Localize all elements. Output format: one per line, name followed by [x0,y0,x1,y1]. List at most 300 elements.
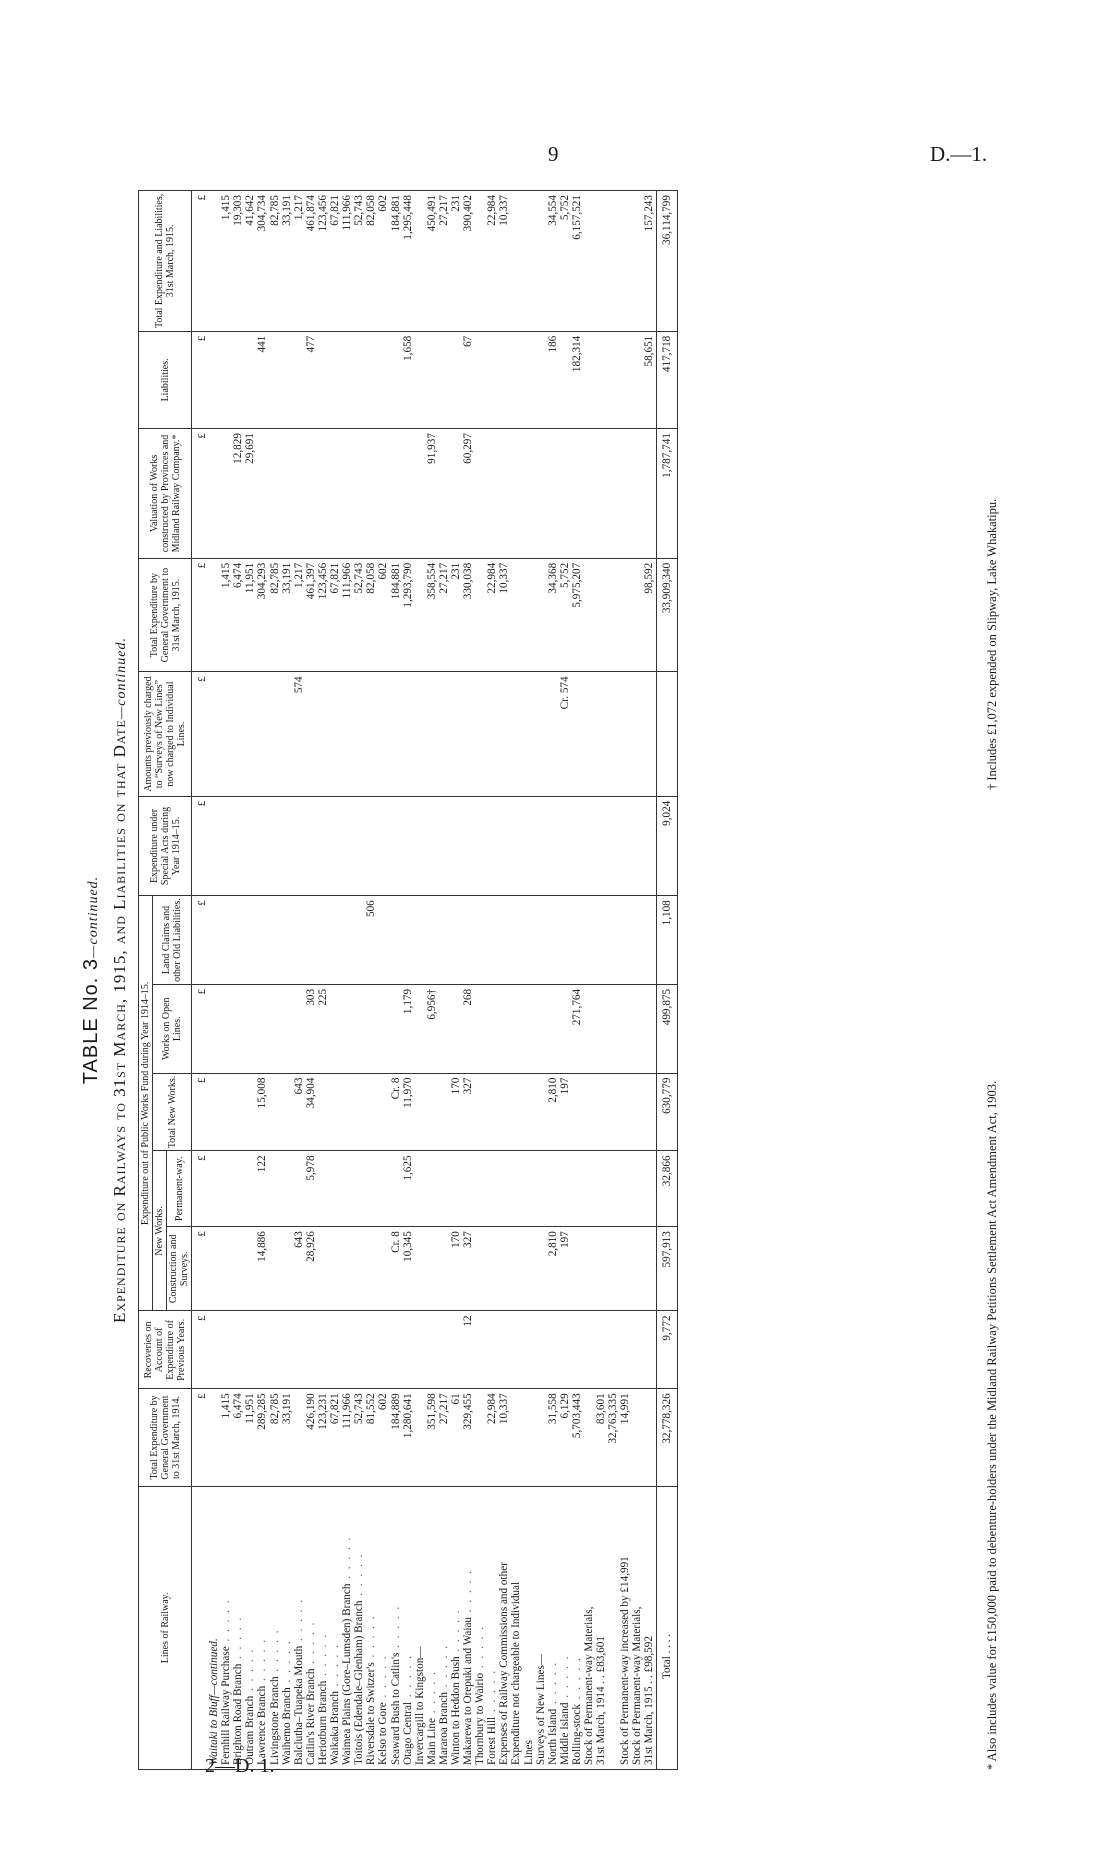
table-row [317,191,329,1770]
row-cell [619,429,631,559]
row-cell [583,1389,595,1486]
row-cell [474,429,486,559]
row-cell [547,429,559,559]
row-cell [619,331,631,428]
row-cell [547,796,559,895]
row-cell [535,331,547,428]
row-cell [220,1311,232,1389]
row-cell [535,896,547,985]
row-cell [607,796,619,895]
total-row [656,191,677,1770]
total-cell: 630,779 [656,1073,677,1151]
row-cell [450,896,462,985]
row-cell [547,1311,559,1389]
row-cell: 184,881 [390,191,402,332]
header-new-works: New Works. [153,1151,167,1311]
row-cell: 5,975,207 [571,558,583,672]
row-cell [595,1151,607,1227]
row-cell [329,1073,341,1151]
row-cell: 643 [293,1227,305,1311]
table-subtitle-main: Expenditure on Railways to 31st March, 1915, and Liabilities on that Date [110,719,129,1323]
table-row [341,191,353,1770]
row-cell [450,796,462,895]
row-cell [474,796,486,895]
row-cell [256,796,268,895]
row-cell [498,1227,510,1311]
row-cell [317,331,329,428]
unit-cell: £ [192,896,209,985]
row-cell [365,796,377,895]
row-cell: 461,397 [305,558,317,672]
row-cell [208,896,220,985]
table-row [607,191,619,1770]
unit-cell: £ [192,672,209,796]
row-cell [486,429,498,559]
row-cell [523,672,535,796]
header-public-works: Expenditure out of Public Works Fund during Year 1914–15. [139,896,153,1311]
row-cell [510,1311,522,1389]
row-cell [619,558,631,672]
row-cell: 52,743 [353,191,365,332]
row-cell: 82,785 [269,558,281,672]
row-cell: 11,951 [244,1389,256,1486]
row-label: Outram Branch . . . . . [244,1486,256,1769]
table-row [631,191,643,1770]
row-cell [438,672,450,796]
row-cell [426,672,438,796]
row-cell [547,984,559,1073]
row-cell [631,672,643,796]
row-cell [643,1073,656,1151]
row-cell [462,896,474,985]
table-row [220,191,232,1770]
header-permanent-way: Permanent-way. [167,1151,192,1227]
row-cell [220,1151,232,1227]
row-cell [510,896,522,985]
row-cell [595,1073,607,1151]
row-cell: Cr. 8 [390,1227,402,1311]
row-cell [643,796,656,895]
row-cell: 98,592 [643,558,656,672]
row-cell: 643 [293,1073,305,1151]
row-cell [329,331,341,428]
row-cell [535,429,547,559]
row-cell [631,331,643,428]
table-row [462,191,474,1770]
row-label-text: Livingstone Branch [268,1676,281,1765]
row-cell [486,1151,498,1227]
row-cell [607,191,619,332]
row-cell [474,896,486,985]
row-cell [535,558,547,672]
row-label-text: Toitois (Edendale–Glenham) Branch [353,1600,366,1765]
row-cell [269,1227,281,1311]
table-row [305,191,317,1770]
row-cell [317,796,329,895]
row-cell: 14,886 [256,1227,268,1311]
row-cell [377,1227,389,1311]
row-cell: 27,217 [438,558,450,672]
row-label: Rolling-stock . . . . . [571,1486,583,1769]
row-cell [510,331,522,428]
row-cell [329,429,341,559]
row-cell [269,1073,281,1151]
row-cell [643,672,656,796]
table-row [353,191,365,1770]
row-cell: 82,058 [365,191,377,332]
row-cell [244,1227,256,1311]
row-cell [377,896,389,985]
row-cell [595,429,607,559]
row-cell [208,1227,220,1311]
table-row [450,191,462,1770]
row-cell [377,1073,389,1151]
unit-cell: £ [192,796,209,895]
row-label-text: 31st March, 1914 . . £83,601 [595,1636,608,1765]
row-cell: 34,554 [547,191,559,332]
row-cell [523,429,535,559]
unit-row [192,191,209,1770]
row-cell: 351,598 [426,1389,438,1486]
footnote-star: * Also includes value for £150,000 paid to debenture-holders under the Midland Railway Petitions Settlement Act Amendment Act, 1903. [985,1080,999,1770]
row-label: Otago Central . . . . . [402,1486,414,1769]
row-cell: 10,337 [498,191,510,332]
row-cell: 31,558 [547,1389,559,1486]
row-cell [244,1151,256,1227]
table-row [583,191,595,1770]
row-cell [269,984,281,1073]
table-row [208,191,220,1770]
row-cell [583,984,595,1073]
table-row [281,191,293,1770]
row-cell [281,672,293,796]
row-cell [619,1311,631,1389]
row-cell [329,1151,341,1227]
row-cell [208,1311,220,1389]
row-cell: 33,191 [281,558,293,672]
row-cell: 111,966 [341,558,353,672]
row-cell [426,1151,438,1227]
table-row [523,191,535,1770]
row-cell [353,896,365,985]
total-cell: 32,778,326 [656,1389,677,1486]
table-row [474,191,486,1770]
table-row [426,191,438,1770]
row-cell [559,984,571,1073]
row-cell [619,984,631,1073]
row-label-text: Expenses of Railway Commissions and other [498,1562,511,1765]
row-cell [438,1311,450,1389]
row-cell [317,672,329,796]
row-cell [293,429,305,559]
row-cell: 450,491 [426,191,438,332]
row-cell: 1,658 [402,331,414,428]
row-cell: 61 [450,1389,462,1486]
document-id: D.—1. [930,142,988,166]
total-cell [656,672,677,796]
row-cell: 33,191 [281,191,293,332]
row-cell: 81,552 [365,1389,377,1486]
row-cell: 1,293,790 [402,558,414,672]
row-cell [281,1227,293,1311]
row-cell [498,796,510,895]
row-cell [269,331,281,428]
row-cell [414,1389,426,1486]
row-cell: 602 [377,191,389,332]
row-cell [281,984,293,1073]
row-cell [571,429,583,559]
row-label: North Island . . . . . [547,1486,559,1769]
row-cell: 327 [462,1073,474,1151]
row-cell: 182,314 [571,331,583,428]
row-label-text: Expenditure not chargeable to Individual [510,1581,523,1765]
row-cell [390,331,402,428]
row-cell [583,672,595,796]
row-label: Winton to Heddon Bush . . . . . [450,1486,462,1769]
row-cell [607,429,619,559]
row-cell [450,331,462,428]
row-cell [244,896,256,985]
row-cell: 184,889 [390,1389,402,1486]
row-label-text: Makarewa to Orepuki and Waiau [462,1616,475,1765]
row-cell [377,984,389,1073]
table-row [498,191,510,1770]
row-cell [244,796,256,895]
table-row [571,191,583,1770]
row-cell: 34,904 [305,1073,317,1151]
row-cell: 58,651 [643,331,656,428]
row-cell [595,896,607,985]
row-cell [426,796,438,895]
unit-cell: £ [192,1311,209,1389]
row-cell [269,896,281,985]
row-cell: 1,415 [220,191,232,332]
row-cell [208,191,220,332]
row-cell [450,1151,462,1227]
row-cell [462,672,474,796]
row-cell [353,672,365,796]
row-cell [486,331,498,428]
row-cell: 1,217 [293,558,305,672]
row-cell [208,1073,220,1151]
row-cell: 426,190 [305,1389,317,1486]
row-cell [293,1151,305,1227]
row-cell [595,191,607,332]
row-cell [341,331,353,428]
row-cell [486,1073,498,1151]
row-cell [607,1311,619,1389]
row-cell [486,1311,498,1389]
row-cell [583,429,595,559]
row-cell [232,796,244,895]
row-cell [619,1073,631,1151]
row-label: Lawrence Branch . . . . . [256,1486,268,1769]
row-cell [353,429,365,559]
row-cell [414,1311,426,1389]
row-cell [474,672,486,796]
row-cell: 303 [305,984,317,1073]
row-cell: 10,337 [498,1389,510,1486]
row-cell [317,1151,329,1227]
row-cell [619,1151,631,1227]
row-cell [426,1073,438,1151]
unit-cell: £ [192,1073,209,1151]
row-cell [535,1227,547,1311]
row-cell [474,984,486,1073]
row-cell: 1,280,641 [402,1389,414,1486]
row-cell: 390,402 [462,191,474,332]
row-label-text: Mararoa Branch [437,1692,450,1765]
row-cell [256,429,268,559]
row-cell [643,1151,656,1227]
row-cell [256,984,268,1073]
row-cell: 14,991 [619,1389,631,1486]
table-title [80,190,103,1770]
row-cell [523,796,535,895]
row-cell [244,331,256,428]
row-cell [414,672,426,796]
row-cell [426,896,438,985]
row-label-text: Brighton Road Branch [232,1663,245,1765]
row-cell [438,429,450,559]
row-cell [510,1151,522,1227]
row-label [583,1486,595,1769]
table-title-main: TABLE No. 3 [80,957,102,1085]
row-cell [414,1227,426,1311]
row-cell [474,1389,486,1486]
header-construction: Construction and Surveys. [167,1227,192,1311]
row-cell: 170 [450,1227,462,1311]
row-cell: 304,734 [256,191,268,332]
table-row [510,191,522,1770]
row-label-text: Lawrence Branch [256,1685,269,1765]
row-cell [353,1073,365,1151]
unit-cell: £ [192,984,209,1073]
row-cell: 327 [462,1227,474,1311]
row-label [523,1486,535,1769]
row-label [535,1486,547,1769]
row-cell: 10,337 [498,558,510,672]
row-label: Forest Hill . . . . . [486,1486,498,1769]
row-cell [583,796,595,895]
row-cell: 197 [559,1227,571,1311]
row-cell [414,558,426,672]
row-cell [474,331,486,428]
row-cell [486,984,498,1073]
row-cell [523,558,535,672]
row-cell [281,1311,293,1389]
row-cell: 67 [462,331,474,428]
row-cell [281,331,293,428]
row-cell: 574 [293,672,305,796]
row-cell [631,1389,643,1486]
row-cell [438,984,450,1073]
row-cell [208,984,220,1073]
row-cell [353,1311,365,1389]
row-cell [450,984,462,1073]
row-cell [510,1227,522,1311]
row-cell: 32,763,335 [607,1389,619,1486]
row-cell [365,1151,377,1227]
row-cell: 602 [377,558,389,672]
row-cell: 1,415 [220,558,232,672]
row-cell [486,896,498,985]
row-cell: 6,474 [232,1389,244,1486]
row-cell [571,672,583,796]
row-cell [631,896,643,985]
row-cell [329,984,341,1073]
row-label: Kelso to Gore . . . . . [377,1486,389,1769]
row-cell [232,1151,244,1227]
table-title-suffix: —continued. [86,875,101,958]
total-cell: 1,787,741 [656,429,677,559]
row-label-text: North Island [546,1708,559,1765]
row-cell [232,331,244,428]
row-cell: 225 [317,984,329,1073]
row-cell [535,1389,547,1486]
unit-cell: £ [192,1227,209,1311]
row-cell [510,191,522,332]
row-cell [329,1227,341,1311]
row-cell [377,1311,389,1389]
row-cell [559,1151,571,1227]
row-cell [523,1151,535,1227]
row-cell [256,1311,268,1389]
row-cell [220,896,232,985]
row-cell [377,331,389,428]
row-cell: 111,966 [341,191,353,332]
row-label: Brighton Road Branch . . . . . [232,1486,244,1769]
row-cell: 304,293 [256,558,268,672]
row-cell [571,896,583,985]
row-cell [365,1227,377,1311]
row-label [619,1486,631,1769]
footnote-dagger: † Includes £1,072 expended on Slipway, Lake Whakatipu. [985,498,999,790]
row-cell [583,1073,595,1151]
row-cell: 477 [305,331,317,428]
row-cell [341,896,353,985]
row-cell: 41,642 [244,191,256,332]
row-cell [498,331,510,428]
table-row [256,191,268,1770]
row-cell: 11,951 [244,558,256,672]
total-cell: 597,913 [656,1227,677,1311]
row-cell [571,1073,583,1151]
row-cell [498,429,510,559]
row-cell [232,672,244,796]
row-cell [619,672,631,796]
row-cell: 330,038 [462,558,474,672]
row-cell [244,672,256,796]
row-cell: 122 [256,1151,268,1227]
row-cell [450,1311,462,1389]
row-label-text: Kelso to Gore [377,1702,390,1765]
row-cell [535,1311,547,1389]
header-recoveries: Recoveries on Account of Expenditure of Previous Years. [139,1311,192,1389]
row-cell [535,1073,547,1151]
row-cell [220,1073,232,1151]
row-cell [631,1227,643,1311]
row-label [643,1486,656,1769]
row-label-text: Waihemo Branch [280,1687,293,1765]
table-row [486,191,498,1770]
row-cell [293,1311,305,1389]
row-cell [353,796,365,895]
row-cell [377,672,389,796]
row-cell: 197 [559,1073,571,1151]
row-cell [631,1073,643,1151]
row-cell [631,796,643,895]
